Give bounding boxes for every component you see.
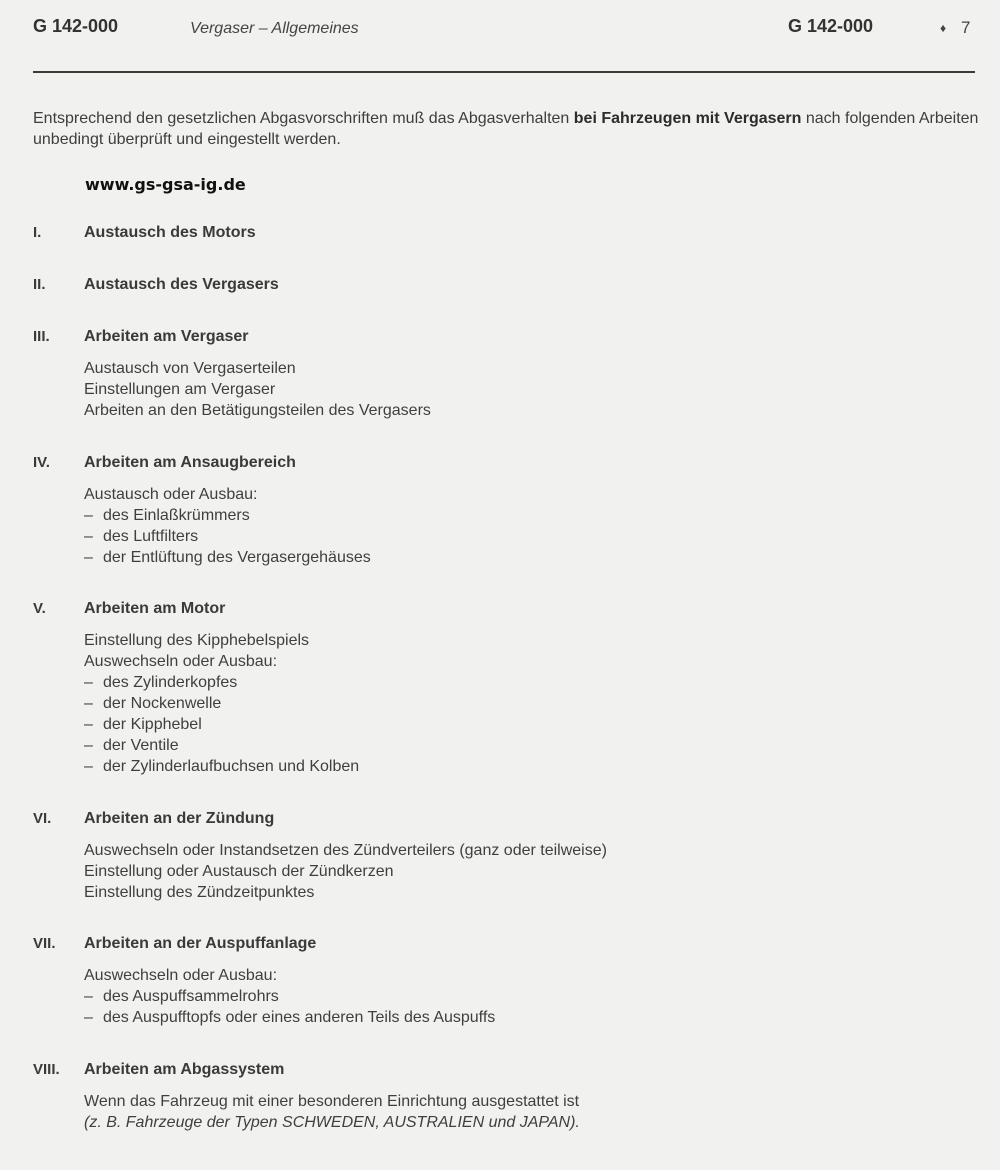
note-line: (z. B. Fahrzeuge der Typen SCHWEDEN, AUSTRALIEN und JAPAN).	[84, 1114, 580, 1131]
body-line: Wenn das Fahrzeug mit einer besonderen Einrichtung ausgestattet ist	[84, 1093, 580, 1110]
diamond-icon: ♦	[940, 21, 947, 35]
header-divider	[33, 71, 975, 73]
list-item-text: der Ventile	[103, 737, 179, 754]
dash-bullet: –	[84, 528, 93, 545]
dash-bullet: –	[84, 507, 93, 524]
dash-bullet: –	[84, 988, 93, 1005]
section-title-4: Arbeiten am Ansaugbereich	[84, 454, 296, 471]
dash-bullet: –	[84, 716, 93, 733]
list-item	[84, 756, 359, 777]
list-item-text: der Entlüftung des Vergasergehäuses	[103, 549, 371, 566]
dash-bullet: –	[84, 1009, 93, 1026]
dash-bullet: –	[84, 737, 93, 754]
section-body-8	[84, 1091, 580, 1133]
section-title-1: Austausch des Motors	[84, 224, 256, 241]
list-item-text: der Nockenwelle	[103, 695, 222, 712]
section-title-5: Arbeiten am Motor	[84, 600, 226, 617]
body-line: Auswechseln oder Instandsetzen des Zündverteilers (ganz oder teilweise)	[84, 842, 607, 859]
website-url: www.gs-gsa-ig.de	[85, 175, 246, 194]
list-item-text: des Zylinderkopfes	[103, 674, 238, 691]
section-number-3: III.	[33, 328, 50, 345]
list-item-text: des Auspuffsammelrohrs	[103, 988, 279, 1005]
section-number-5: V.	[33, 600, 46, 617]
document-code-left: G 142-000	[33, 16, 119, 36]
section-body-5	[84, 630, 359, 777]
intro-text-end: nach folgenden Arbeiten unbedingt überprüft und eingestellt werden.	[33, 110, 979, 148]
body-line: Auswechseln oder Ausbau:	[84, 967, 278, 984]
section-title-2: Austausch des Vergasers	[84, 276, 279, 293]
body-line: Einstellung des Kipphebelspiels	[84, 632, 310, 649]
body-line: Auswechseln oder Ausbau:	[84, 653, 278, 670]
section-title-7: Arbeiten an der Auspuffanlage	[84, 935, 317, 952]
list-item	[84, 1007, 495, 1028]
section-number-7: VII.	[33, 935, 56, 952]
list-item	[84, 714, 359, 735]
section-body-3	[84, 358, 431, 421]
list-item-text: des Luftfilters	[103, 528, 199, 545]
list-item	[84, 547, 371, 568]
body-line: Austausch oder Ausbau:	[84, 486, 258, 503]
page-number: 7	[961, 18, 971, 37]
document-code-right: G 142-000	[788, 16, 874, 36]
body-line: Einstellung des Zündzeitpunktes	[84, 884, 315, 901]
list-item	[84, 986, 495, 1007]
body-line: Arbeiten an den Betätigungsteilen des Vergasers	[84, 402, 431, 419]
list-item-text: des Auspufftopfs oder eines anderen Teils des Auspuffs	[103, 1009, 496, 1026]
body-line: Austausch von Vergaserteilen	[84, 360, 296, 377]
section-number-1: I.	[33, 224, 42, 241]
body-line: Einstellung oder Austausch der Zündkerzen	[84, 863, 394, 880]
section-title-6: Arbeiten an der Zündung	[84, 810, 275, 827]
list-item-text: des Einlaßkrümmers	[103, 507, 250, 524]
dash-bullet: –	[84, 758, 93, 775]
list-item-text: der Zylinderlaufbuchsen und Kolben	[103, 758, 360, 775]
dash-bullet: –	[84, 549, 93, 566]
page-header	[0, 0, 1000, 74]
list-item-text: der Kipphebel	[103, 716, 202, 733]
section-title-3: Arbeiten am Vergaser	[84, 328, 249, 345]
section-number-4: IV.	[33, 454, 50, 471]
dash-bullet: –	[84, 695, 93, 712]
list-item	[84, 735, 359, 756]
list-item	[84, 505, 371, 526]
intro-emphasis: bei Fahrzeugen mit Vergasern	[573, 110, 802, 127]
section-body-4	[84, 484, 371, 568]
section-body-6	[84, 840, 607, 903]
dash-bullet: –	[84, 674, 93, 691]
list-item	[84, 693, 359, 714]
list-item	[84, 526, 371, 547]
section-number-8: VIII.	[33, 1061, 60, 1078]
section-title-8: Arbeiten am Abgassystem	[84, 1061, 285, 1078]
section-number-2: II.	[33, 276, 46, 293]
section-body-7	[84, 965, 495, 1028]
body-line: Einstellungen am Vergaser	[84, 381, 276, 398]
intro-text-start: Entsprechend den gesetzlichen Abgasvorschriften muß das Abgasverhalten	[33, 110, 574, 127]
intro-paragraph	[33, 108, 983, 150]
section-title-header: Vergaser – Allgemeines	[190, 20, 359, 37]
section-number-6: VI.	[33, 810, 52, 827]
list-item	[84, 672, 359, 693]
